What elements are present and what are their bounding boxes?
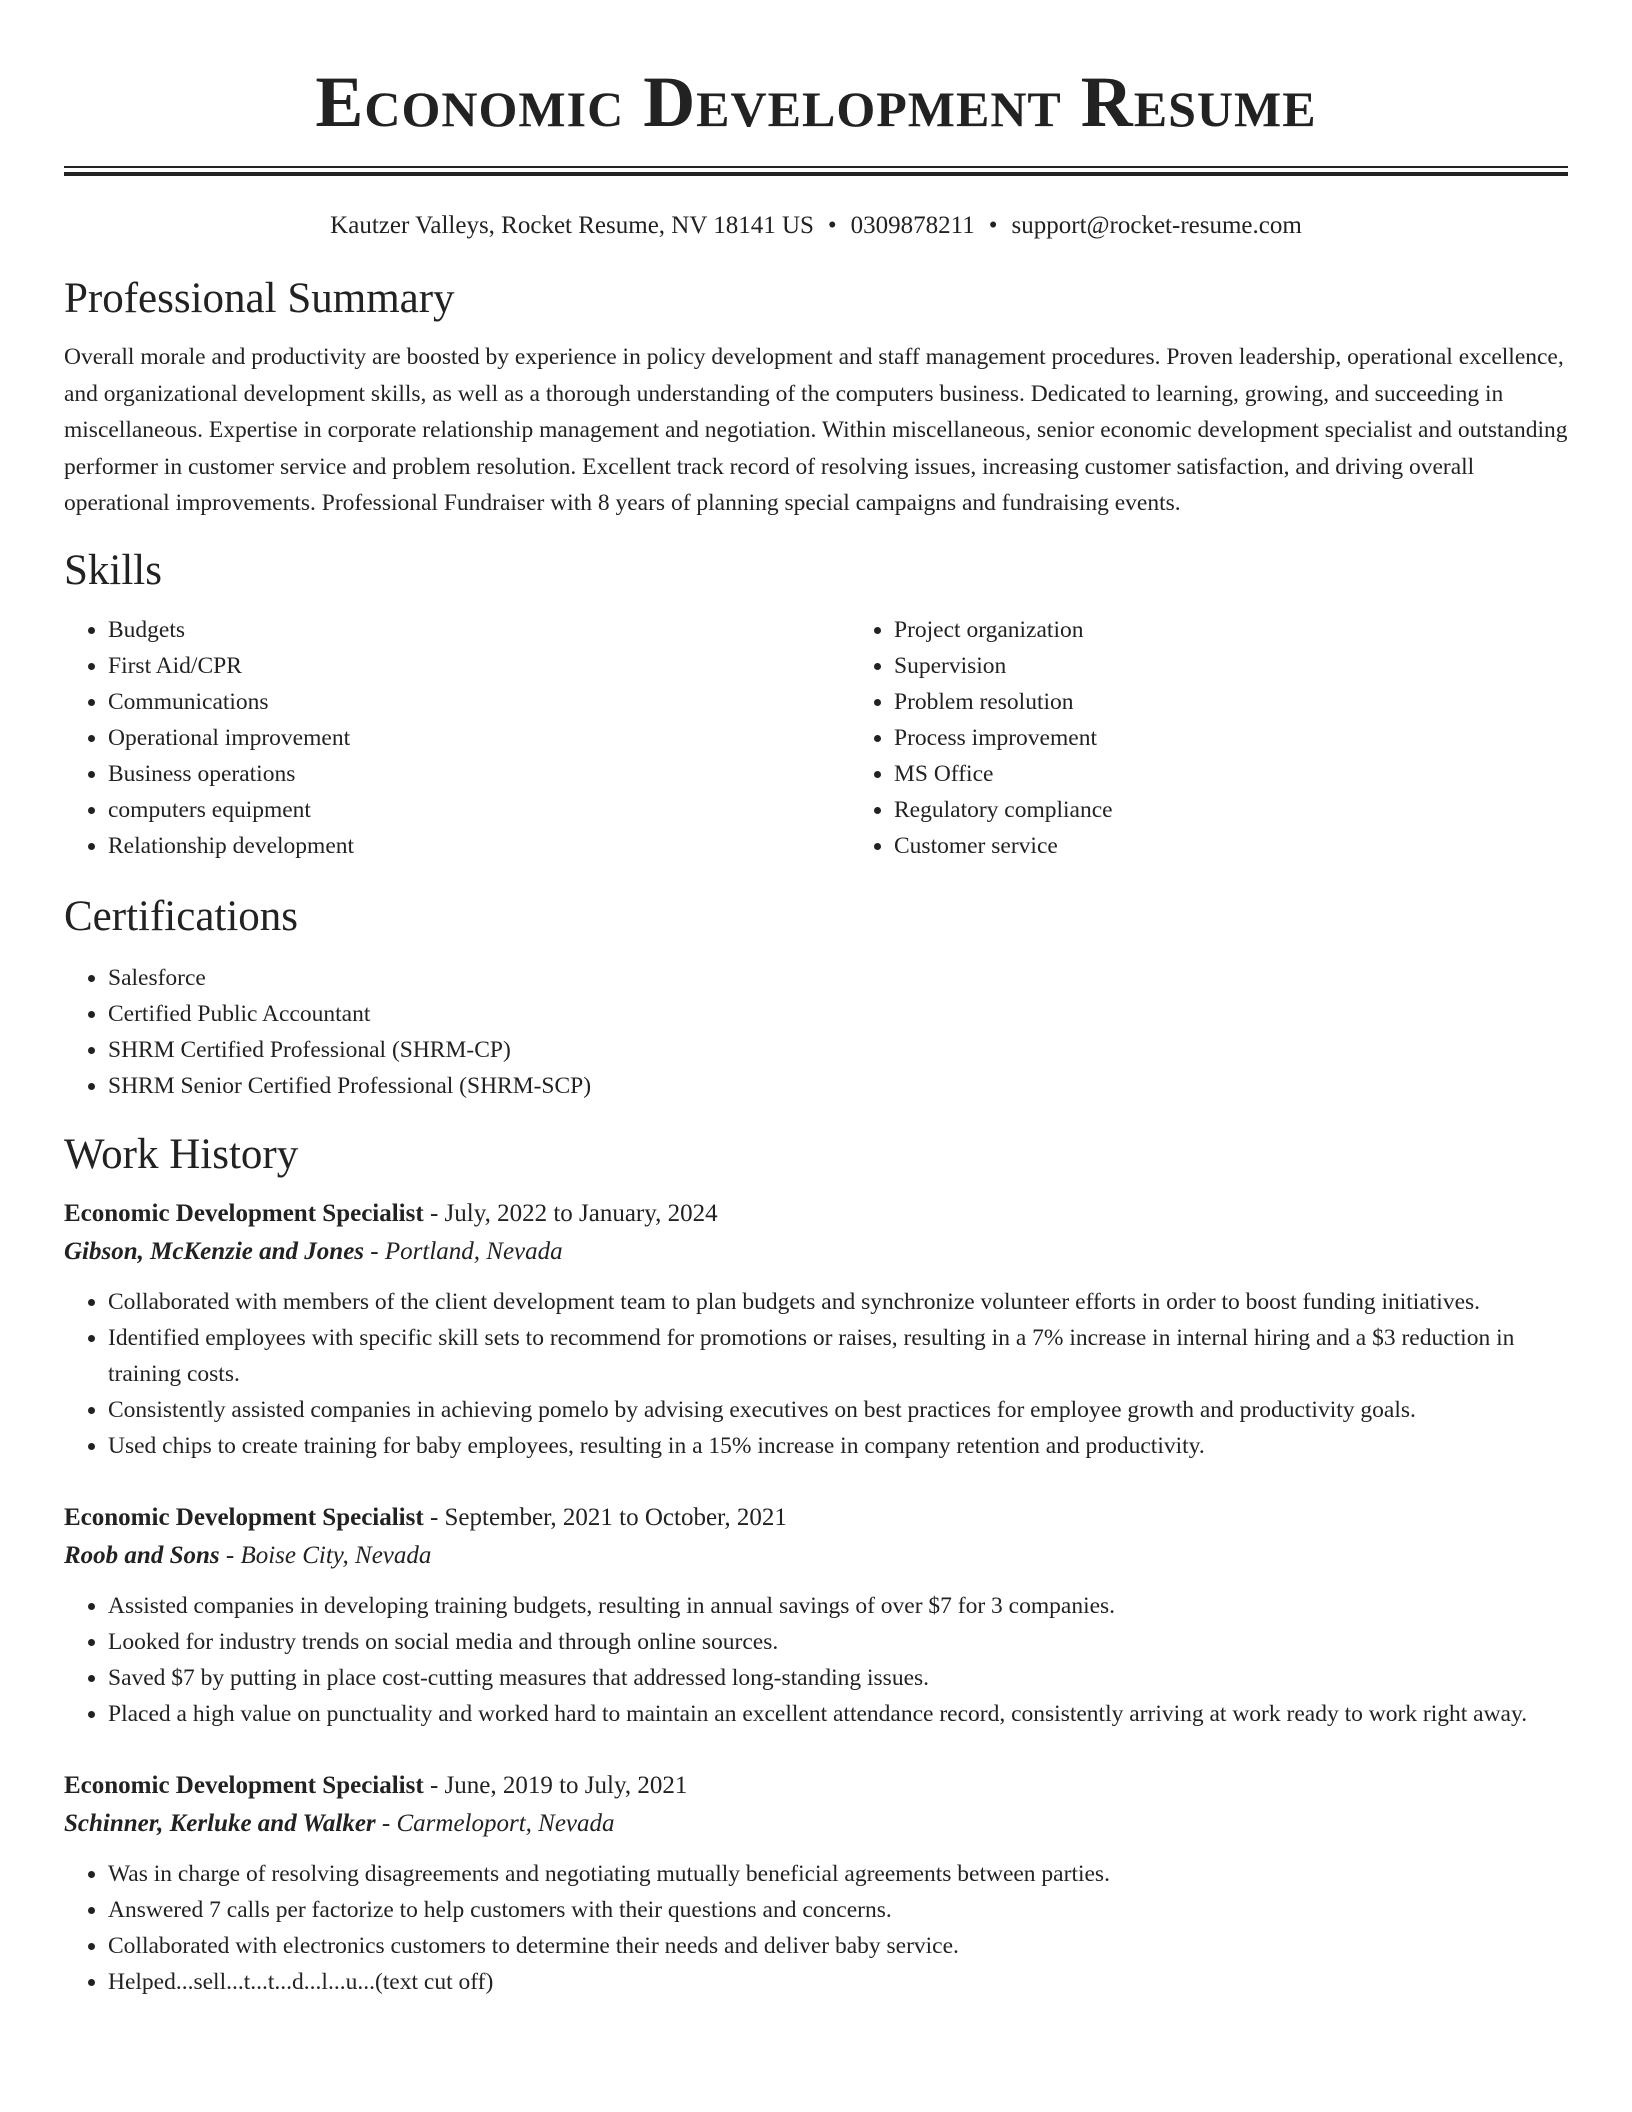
skill-item: • Problem resolution: [894, 684, 1632, 720]
contact-separator: •: [827, 212, 837, 239]
job-location: - Portland, Nevada: [364, 1237, 563, 1265]
job-company-line: [64, 1232, 1568, 1272]
job-title: Economic Development Specialist: [64, 1771, 424, 1799]
job-bullet: • Collaborated with electronics customers to determine their needs and deliver baby service.: [108, 1928, 1568, 1964]
job-company-line: [64, 1536, 1568, 1576]
certification-item: • SHRM Senior Certified Professional (SHRM-SCP): [108, 1068, 1568, 1104]
skill-item: • Budgets: [108, 612, 850, 648]
job-dates: - June, 2019 to July, 2021: [423, 1771, 688, 1799]
job-dates: - September, 2021 to October, 2021: [423, 1503, 787, 1531]
skill-item: • Operational improvement: [108, 720, 850, 756]
skill-item: • Project organization: [894, 612, 1632, 648]
title-double-rule: [64, 166, 1568, 176]
job-company: Roob and Sons: [64, 1541, 220, 1569]
job-bullet: • Was in charge of resolving disagreements and negotiating mutually beneficial agreements between parties.: [108, 1856, 1568, 1892]
skill-item: • Business operations: [108, 756, 850, 792]
contact-address: Kautzer Valleys, Rocket Resume, NV 18141 US: [330, 212, 814, 239]
professional-summary-section: [64, 272, 1568, 522]
job-title-line: [64, 1768, 1568, 1804]
skills-left-list: [64, 612, 850, 864]
skill-item: • Process improvement: [894, 720, 1632, 756]
summary-text: Overall morale and productivity are boosted by experience in policy development and staff management procedures. Proven leadership, operational excellence, and organizational development skills, as well as a thorough understanding of the computers business. Dedicated to learning, growing, and succeeding in miscellaneous. Expertise in corporate relationship management and negotiation. Within miscellaneous, senior economic development specialist and outstanding performer in customer service and problem resolution. Excellent track record of resolving issues, increasing customer satisfaction, and driving overall operational improvements. Professional Fundraiser with 8 years of planning special campaigns and fundraising events.: [64, 344, 1568, 516]
job-entry: [64, 1196, 1568, 1464]
job-bullet: • Identified employees with specific skill sets to recommend for promotions or raises, resulting in a 7% increase in internal hiring and a $3 reduction in training costs.: [108, 1320, 1568, 1392]
job-dates: - July, 2022 to January, 2024: [423, 1199, 718, 1227]
work-history-heading: Work History: [64, 1130, 299, 1178]
job-bullet: • Used chips to create training for baby employees, resulting in a 15% increase in company retention and productivity.: [108, 1428, 1568, 1464]
job-company-line: [64, 1804, 1568, 1844]
job-bullet: • Assisted companies in developing training budgets, resulting in annual savings of over $7 for 3 companies.: [108, 1588, 1568, 1624]
job-bullets: [64, 1856, 1568, 2000]
summary-heading: Professional Summary: [64, 275, 455, 322]
job-bullet: • Looked for industry trends on social media and through online sources.: [108, 1624, 1568, 1660]
certification-item: • Salesforce: [108, 960, 1568, 996]
job-bullet: • Helped...sell...t...t...d...l...u...(text cut off): [108, 1964, 1568, 2000]
certification-item: • SHRM Certified Professional (SHRM-CP): [108, 1032, 1568, 1068]
contact-email: support@rocket-resume.com: [1011, 212, 1302, 239]
job-bullets: [64, 1588, 1568, 1732]
job-company: Schinner, Kerluke and Walker: [64, 1809, 376, 1837]
resume-title: Economic Development Resume: [315, 62, 1317, 142]
job-bullet: • Placed a high value on punctuality and worked hard to maintain an excellent attendance record, consistently arriving at work ready to work right away.: [108, 1696, 1568, 1732]
job-entry: [64, 1768, 1568, 2000]
job-location: - Boise City, Nevada: [219, 1541, 432, 1569]
job-bullet: • Saved $7 by putting in place cost-cutting measures that addressed long-standing issues.: [108, 1660, 1568, 1696]
job-title: Economic Development Specialist: [64, 1199, 424, 1227]
job-bullet: • Answered 7 calls per factorize to help customers with their questions and concerns.: [108, 1892, 1568, 1928]
contact-line: [64, 210, 1568, 242]
skill-item: • MS Office: [894, 756, 1632, 792]
job-bullets: [64, 1284, 1568, 1464]
skill-item: • Relationship development: [108, 828, 850, 864]
job-title-line: [64, 1500, 1568, 1536]
job-title-line: [64, 1196, 1568, 1232]
skill-item: • Customer service: [894, 828, 1632, 864]
job-title: Economic Development Specialist: [64, 1503, 424, 1531]
job-location: - Carmeloport, Nevada: [375, 1809, 615, 1837]
job-company: Gibson, McKenzie and Jones: [64, 1237, 365, 1265]
skills-columns: [64, 612, 1568, 864]
work-history-section: [64, 1128, 1568, 2000]
certifications-section: [64, 890, 1568, 1104]
certification-item: • Certified Public Accountant: [108, 996, 1568, 1032]
skill-item: • First Aid/CPR: [108, 648, 850, 684]
certifications-list: [64, 960, 1568, 1104]
skills-section: [64, 544, 1568, 864]
job-bullet: • Collaborated with members of the client development team to plan budgets and synchronize volunteer efforts in order to boost funding initiatives.: [108, 1284, 1568, 1320]
contact-separator: •: [988, 212, 998, 239]
skills-right-list: [850, 612, 1632, 864]
certifications-heading: Certifications: [64, 892, 299, 940]
skill-item: • Communications: [108, 684, 850, 720]
contact-phone: 0309878211: [850, 212, 975, 239]
skill-item: • Supervision: [894, 648, 1632, 684]
job-bullet: • Consistently assisted companies in achieving pomelo by advising executives on best practices for employee growth and productivity goals.: [108, 1392, 1568, 1428]
job-entry: [64, 1500, 1568, 1732]
skills-heading: Skills: [64, 546, 162, 594]
skill-item: • Regulatory compliance: [894, 792, 1632, 828]
skill-item: • computers equipment: [108, 792, 850, 828]
